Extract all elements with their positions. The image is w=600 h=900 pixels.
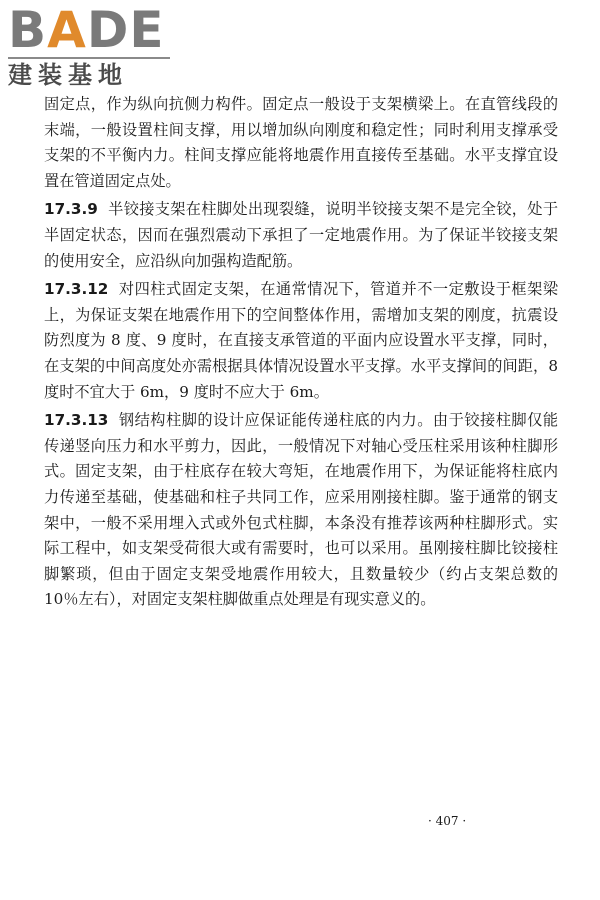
paragraph-text: 钢结构柱脚的设计应保证能传递柱底的内力。由于铰接柱脚仅能传递竖向压力和水平剪力，因此，一般情况下对轴心受压柱采用该种柱脚形式。固定支架，由于柱底存在较大弯矩，在地震作用下，为保证能将柱底内力传递至基础，使基础和柱子共同工作，应采用刚接柱脚。鉴于通常的钢支架中，一般不采用埋入式或外包式柱脚，本条没有推荐该两种柱脚形式。实际工程中，如支架受荷很大或有需要时，也可以采用。虽刚接柱脚比铰接柱脚繁琐，但由于固定支架受地震作用较大，且数量较少（约占支架总数的 10％左右），对固定支架柱脚做重点处理是有现实意义的。 bbox=[44, 411, 558, 609]
paragraph-intro bbox=[44, 92, 558, 194]
logo-mark bbox=[8, 1, 178, 59]
paragraph-17-3-9 bbox=[44, 197, 558, 274]
logo-mark-accent: A bbox=[47, 1, 87, 59]
bade-logo bbox=[8, 1, 178, 89]
paragraph-17-3-13 bbox=[44, 408, 558, 613]
paragraph-17-3-12 bbox=[44, 277, 558, 405]
page-body bbox=[44, 92, 558, 616]
section-number: 17.3.13 bbox=[44, 411, 109, 430]
paragraph-text: 固定点，作为纵向抗侧力构件。固定点一般设于支架横梁上。在直管线段的末端，一般设置柱间支撑，用以增加纵向刚度和稳定性；同时利用支撑承受支架的不平衡内力。柱间支撑应能将地震作用直接传至基础。水平支撑宜设置在管道固定点处。 bbox=[44, 95, 558, 190]
logo-mark-suffix: DE bbox=[86, 1, 165, 59]
section-number: 17.3.12 bbox=[44, 280, 109, 299]
paragraph-text: 半铰接支架在柱脚处出现裂缝，说明半铰接支架不是完全铰，处于半固定状态，因而在强烈震动下承担了一定地震作用。为了保证半铰接支架的使用安全，应沿纵向加强构造配筋。 bbox=[44, 200, 558, 270]
logo-subtitle: 建装基地 bbox=[8, 61, 128, 89]
paragraph-text: 对四柱式固定支架，在通常情况下，管道并不一定敷设于框架梁上，为保证支架在地震作用下的空间整体作用，需增加支架的刚度，抗震设防烈度为 8 度、9 度时，在直接支承管道的平面内应设置水平支撑，同时，在支架的中间高度处亦需根据具体情况设置水平支撑。水平支撑间的间距，8 度时不宜大于 6m，9 度时不应大于 6m。 bbox=[44, 280, 558, 401]
logo-mark-prefix: B bbox=[8, 1, 48, 59]
section-number: 17.3.9 bbox=[44, 200, 98, 219]
page-number: · 407 · bbox=[428, 814, 467, 828]
